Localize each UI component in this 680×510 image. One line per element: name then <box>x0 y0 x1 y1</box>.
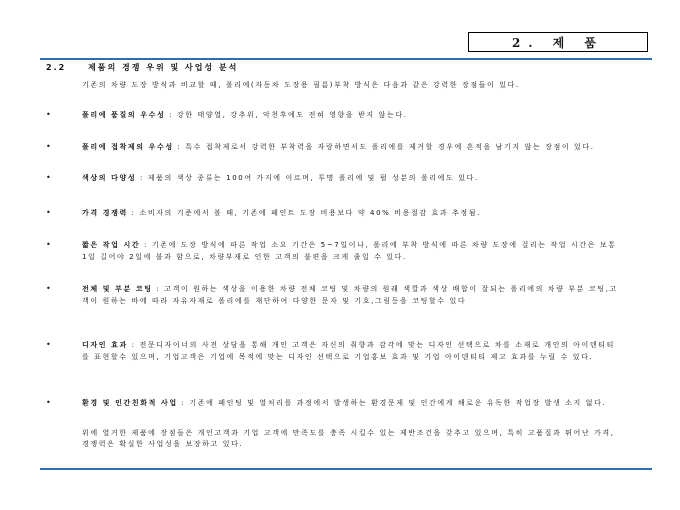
list-item <box>82 398 622 410</box>
item-heading: 폴리에 접착제의 우수성 <box>82 143 174 151</box>
item-text: : 강한 태양열, 강추위, 악천후에도 전혀 영향을 받지 않는다. <box>165 111 408 119</box>
bullet-icon: • <box>46 173 51 182</box>
section-number: 2.2 <box>46 63 67 72</box>
bullet-icon: • <box>46 284 51 293</box>
item-heading: 색상의 다양성 <box>82 174 137 182</box>
item-heading: 폴리에 품질의 우수성 <box>82 111 166 119</box>
item-heading: 환경 및 인간친화적 사업 <box>82 399 178 407</box>
item-text: : 기존에 도장 방식에 따른 작업 소요 기간은 5~7일이나, 폴리에 부착 방식에 따른 차량 도장에 걸리는 작업 시간은 보통 1일 길어야 2일에 불과 함으로, 차량부재로 인한 고객의 불편을 크게 줄일 수 있다. <box>82 241 617 261</box>
intro-paragraph: 기존의 차량 도장 방식과 비교할 때, 폴리에(자동차 도장용 필름)부착 방식은 다음과 같은 강력한 장점들이 있다. <box>82 81 520 89</box>
section-heading <box>46 62 646 73</box>
list-item <box>82 173 622 185</box>
list-item <box>82 340 622 363</box>
item-heading: 전체 및 부분 코팅 <box>82 285 153 293</box>
closing-paragraph: 위에 열거한 제품에 장점들은 개인고객과 기업 고객에 만족도를 충족 시킬수 있는 제반조건을 갖추고 있으며, 특히 고품질과 뛰어난 가격, 경쟁력은 확실한 사업성을 보장하고 있다. <box>82 429 615 448</box>
page-title: 2. 제 품 <box>468 32 648 52</box>
item-heading: 가격 경쟁력 <box>82 209 128 217</box>
bullet-icon: • <box>46 240 51 249</box>
list-item <box>82 240 622 263</box>
item-text: : 고객이 원하는 색상을 이용한 차량 전체 코팅 및 차량의 원래 색깔과 색상 배합이 잘되는 폴리에의 차량 부분 코팅,고객이 원하는 바에 따라 자유자재로 폴리에를 재단하여 다양한 문자 및 기호,그림등을 코팅할수 있다 <box>82 285 618 305</box>
bottom-divider <box>40 468 652 470</box>
item-text: : 제품의 색상 종류는 100여 가지에 이르며, 투명 폴리에 및 펄 성분의 폴리에도 있다. <box>136 174 479 182</box>
bullet-icon: • <box>46 208 51 217</box>
item-text: : 특수 접착제로서 강력한 부착력을 자랑하면서도 폴리에를 제거할 경우에 흔적을 남기지 않는 장점이 있다. <box>173 143 595 151</box>
top-divider <box>40 58 652 60</box>
bullet-icon: • <box>46 340 51 349</box>
list-item <box>82 284 622 307</box>
bullet-icon: • <box>46 142 51 151</box>
list-item <box>82 208 622 220</box>
item-heading: 디자인 효과 <box>82 341 128 349</box>
item-heading: 짧은 작업 시간 <box>82 241 141 249</box>
section-title: 제품의 경쟁 우위 및 사업성 분석 <box>88 63 239 72</box>
item-text: : 기존에 페인팅 및 열처리를 과정에서 발생하는 환경문제 및 인간에게 해로운 유독한 작업장 발생 소지 없다. <box>177 399 607 407</box>
bullet-icon: • <box>46 110 51 119</box>
item-text: : 소비자의 기준에서 볼 때, 기존에 페인트 도장 비용보다 약 40% 비용절감 효과 추정됨. <box>127 209 481 217</box>
bullet-icon: • <box>46 398 51 407</box>
list-item <box>82 110 622 122</box>
item-text: : 전문디자이너의 사전 상담을 통해 개인 고객은 자신의 취향과 감각에 맞는 디자인 선택으로 차를 소재로 개인의 아이덴티티를 표현할수 있으며, 기업고객은 기업에 목적에 맞는 디자인 선택으로 기업홍보 효과 및 기업 아이덴티티 제고 효과를 누릴 수 있다. <box>82 341 615 361</box>
list-item <box>82 142 622 154</box>
